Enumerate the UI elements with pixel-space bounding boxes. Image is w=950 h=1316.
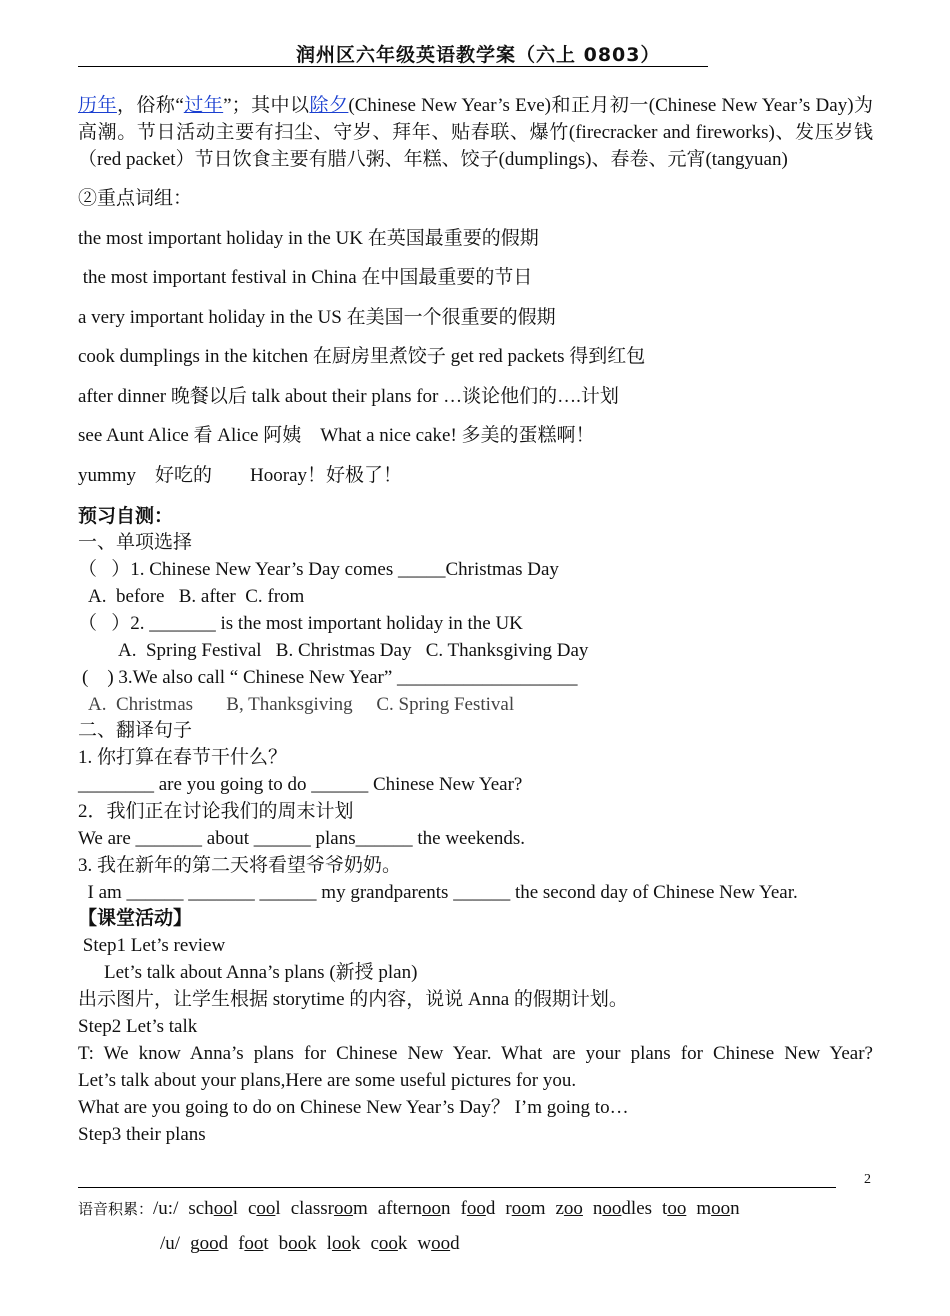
phrase-line: see Aunt Alice 看 Alice 阿姨 What a nice cake! 多美的蛋糕啊！ [78, 425, 595, 446]
phonics-word: wood [417, 1233, 460, 1254]
question-2: （ ）2. _______ is the most important holiday in the UK [78, 613, 523, 634]
question-2-options: A. Spring Festival B. Christmas Day C. Thanksgiving Day [118, 640, 589, 661]
step1-sub: Let’s talk about Anna’s plans (新授 plan) [104, 962, 418, 983]
phonics-word: cool [247, 1198, 281, 1219]
link-chuxi[interactable]: 除夕 [309, 95, 349, 116]
phonics-word: food [460, 1198, 496, 1219]
translate-3: 3. 我在新年的第二天将看望爷爷奶奶。 [78, 855, 402, 876]
link-linian[interactable]: 历年 [78, 95, 117, 116]
phonics-word: cook [370, 1233, 408, 1254]
intro-paragraph: 历年，俗称“过年”；其中以除夕(Chinese New Year’s Eve)和正月初一(Chinese New Year’s Day)为高潮。节日活动主要有扫尘、守岁、拜年、贴春联、爆竹(firecracker and fireworks)、发压岁钱（red packet）节日饮食主要有腊八粥、年糕、饺子(dumplings)、春卷、元宵(tangyuan) [78, 95, 873, 170]
phonics-word: school [188, 1198, 238, 1219]
phrase-line: cook dumplings in the kitchen 在厨房里煮饺子 get red packets 得到红包 [78, 346, 646, 367]
preview-title: 预习自测： [78, 506, 174, 527]
phonics-word: good [190, 1233, 229, 1254]
phonics-word: zoo [555, 1198, 583, 1219]
step2: Step2 Let’s talk [78, 1016, 198, 1037]
step1-desc: 出示图片，让学生根据 storytime 的内容，说说 Anna 的假期计划。 [78, 989, 628, 1010]
question-1-options: A. before B. after C. from [88, 586, 305, 607]
step2-line1: T: We know Anna’s plans for Chinese New Year. What are your plans for Chinese New Year? [78, 1043, 873, 1064]
phonics-word: classroom [290, 1198, 368, 1219]
translate-1: 1. 你打算在春节干什么？ [78, 747, 288, 768]
phonics-sound: /u:/ [153, 1198, 179, 1219]
footer-rule [78, 1187, 836, 1188]
activity-title: 【课堂活动】 [78, 908, 193, 929]
phrases-heading: ②重点词组： [78, 188, 193, 209]
phonics-row-2 [160, 1233, 470, 1255]
section-translate-heading: 二、翻译句子 [78, 720, 193, 741]
question-3: ( ) 3.We also call “ Chinese New Year” ___________________ [82, 667, 578, 688]
question-3-options: A. Christmas B, Thanksgiving C. Spring Festival [88, 694, 515, 715]
phonics-word: foot [238, 1233, 269, 1254]
step2-line3: What are you going to do on Chinese New Year’s Day？ I’m going to… [78, 1097, 629, 1118]
phrase-line: the most important festival in China 在中国最重要的节日 [78, 267, 533, 288]
step1: Step1 Let’s review [78, 935, 226, 956]
phonics-row-1 [78, 1198, 750, 1220]
translate-2-answer: We are _______ about ______ plans______ the weekends. [78, 828, 525, 849]
phrase-line: yummy 好吃的 Hooray！好极了！ [78, 465, 403, 486]
phrase-line: after dinner 晚餐以后 talk about their plans for …谈论他们的….计划 [78, 386, 619, 407]
link-guonian[interactable]: 过年 [183, 95, 224, 116]
translate-1-answer: ________ are you going to do ______ Chinese New Year? [78, 774, 523, 795]
phonics-word: noodles [592, 1198, 653, 1219]
phonics-word: too [662, 1198, 687, 1219]
section-choice-heading: 一、单项选择 [78, 532, 193, 553]
page-number: 2 [864, 1172, 871, 1187]
step3: Step3 their plans [78, 1124, 206, 1145]
phonics-sound: /u/ [160, 1233, 181, 1254]
phonics-word: look [326, 1233, 361, 1254]
phonics-word: afternoon [377, 1198, 451, 1219]
phonics-word: book [278, 1233, 317, 1254]
phonics-label: 语音积累： [78, 1200, 154, 1218]
phonics-word: moon [696, 1198, 740, 1219]
phonics-word: room [505, 1198, 546, 1219]
step2-line2: Let’s talk about your plans,Here are some useful pictures for you. [78, 1070, 577, 1091]
phrase-line: a very important holiday in the US 在美国一个很重要的假期 [78, 307, 556, 328]
question-1: （ ）1. Chinese New Year’s Day comes _____Christmas Day [78, 559, 559, 580]
translate-3-answer: I am ______ _______ ______ my grandparents ______ the second day of Chinese New Year. [78, 882, 798, 903]
phrase-line: the most important holiday in the UK 在英国最重要的假期 [78, 228, 539, 249]
translate-2: 2．我们正在讨论我们的周末计划 [78, 801, 354, 822]
page-title: 润州区六年级英语教学案（六上 0803） [296, 44, 661, 66]
